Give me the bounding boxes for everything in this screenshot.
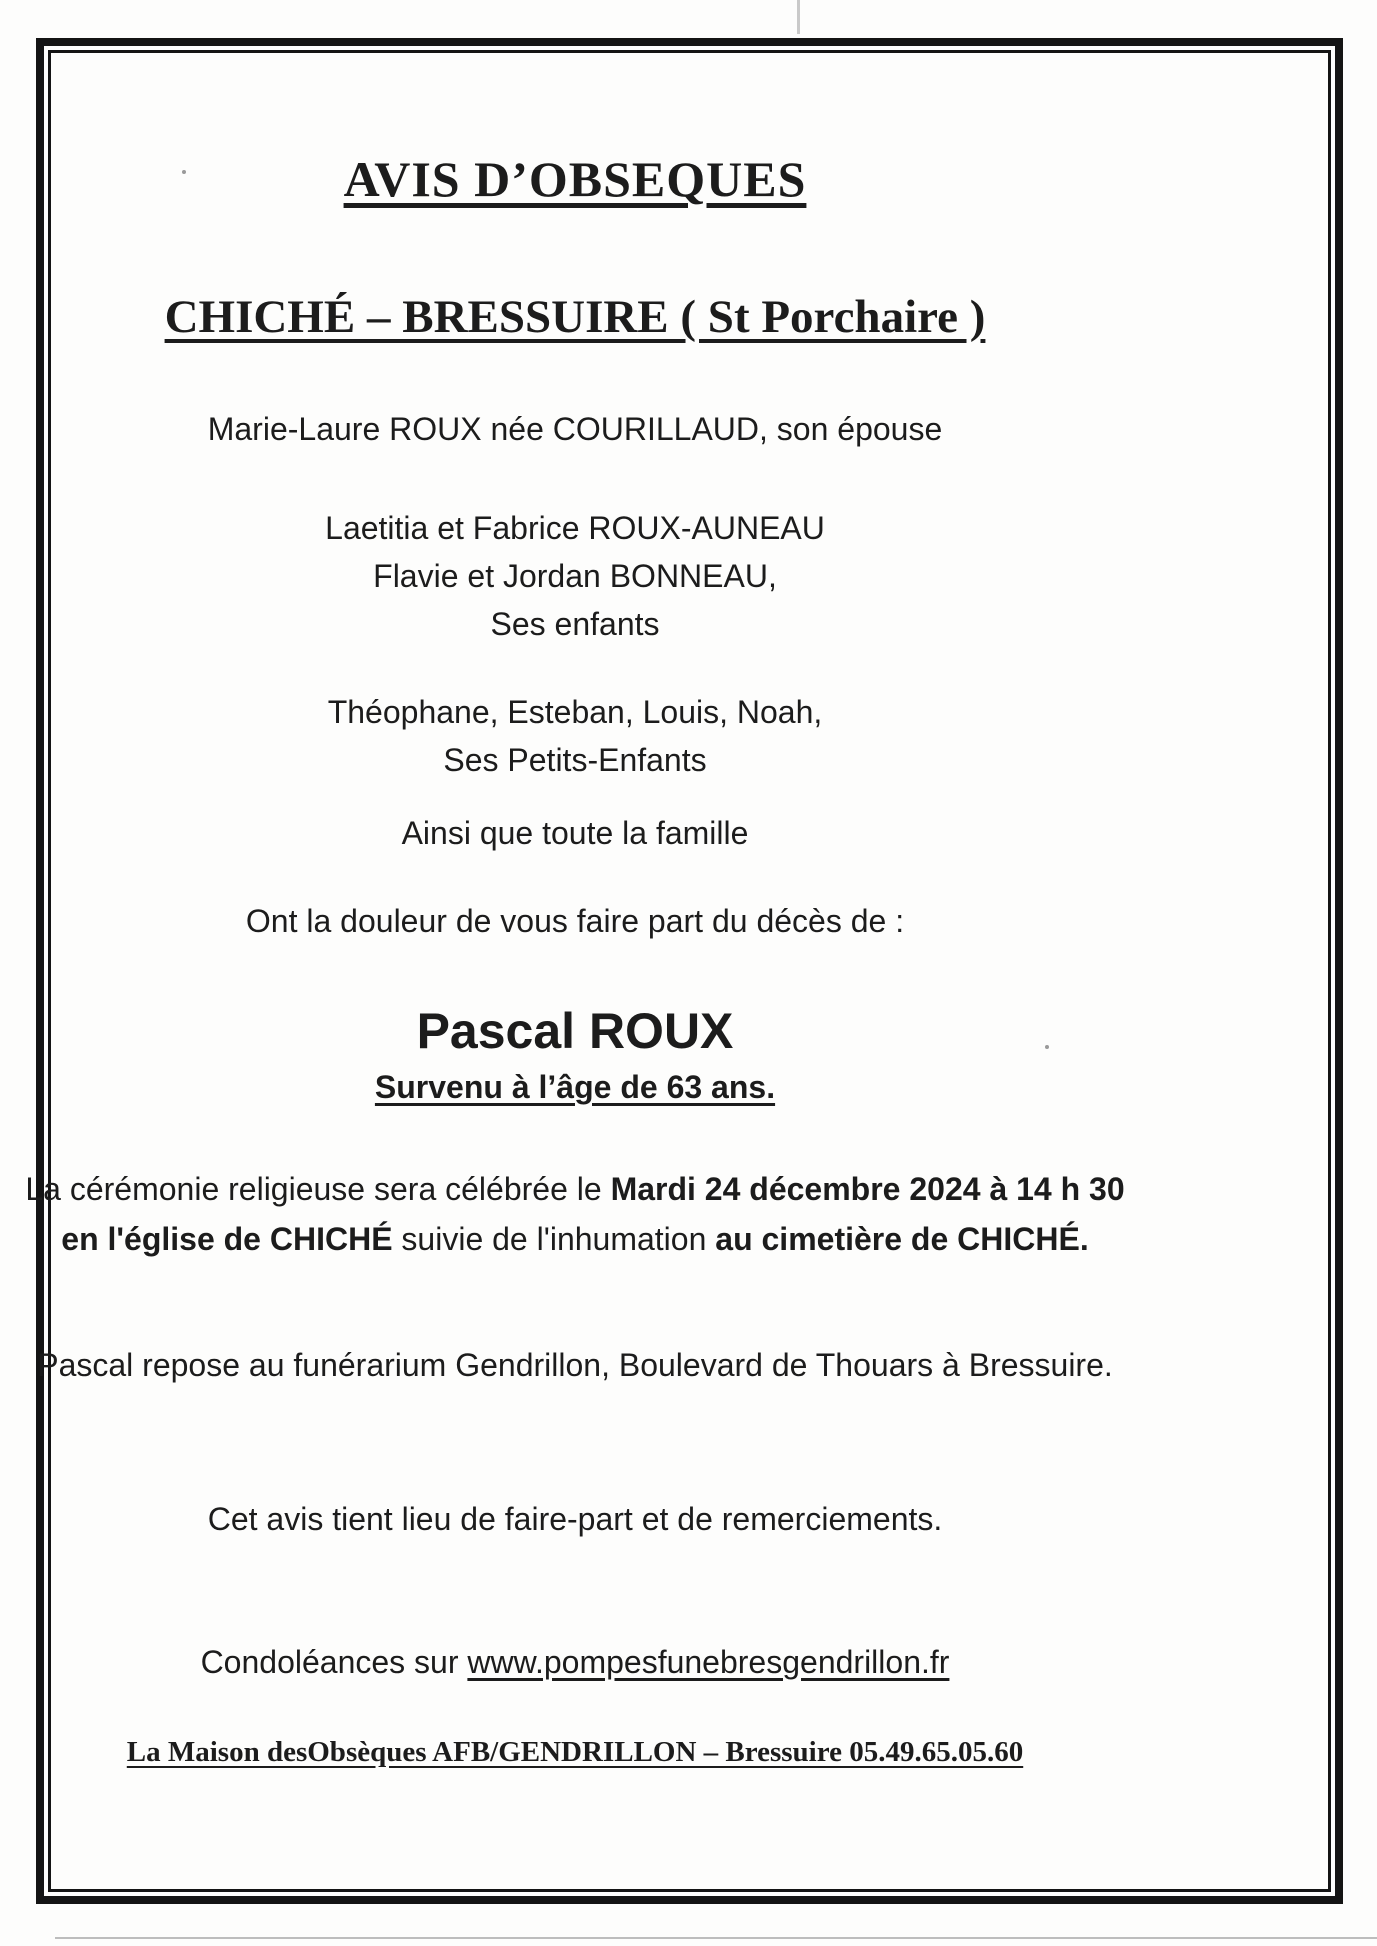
notice-title: AVIS D’OBSEQUES <box>343 151 807 207</box>
condolences-url: www.pompesfunebresgendrillon.fr <box>467 1644 950 1680</box>
scan-edge-line <box>55 1937 1377 1939</box>
children-label: Ses enfants <box>490 606 660 642</box>
repose-line: Pascal repose au funérarium Gendrillon, Boulevard de Thouars à Bressuire. <box>37 1347 1113 1383</box>
ceremony-line-2 <box>0 1214 1165 1264</box>
grandchildren-line: Théophane, Esteban, Louis, Noah, <box>327 694 823 730</box>
age-line: Survenu à l’âge de 63 ans. <box>374 1069 776 1105</box>
notice-content <box>25 50 1125 1770</box>
notice-location-subtitle: CHICHÉ – BRESSUIRE ( St Porchaire ) <box>164 291 986 343</box>
funeral-home-line: La Maison desObsèques AFB/GENDRILLON – Bressuire 05.49.65.05.60 <box>126 1736 1024 1768</box>
ceremony-text: La cérémonie religieuse sera célébrée le <box>25 1171 611 1207</box>
ceremony-church: en l'église de CHICHÉ <box>61 1221 393 1257</box>
condolences-line <box>70 1642 1080 1682</box>
children-block <box>70 504 1080 648</box>
children-line: Laetitia et Fabrice ROUX-AUNEAU <box>325 510 825 546</box>
family-line: Ainsi que toute la famille <box>401 815 749 851</box>
ceremony-text: suivie de l'inhumation <box>392 1221 716 1257</box>
grandchildren-block <box>70 688 1080 784</box>
ceremony-paragraph <box>0 1164 1165 1264</box>
children-line: Flavie et Jordan BONNEAU, <box>373 558 777 594</box>
announcement-line: Ont la douleur de vous faire part du décès de : <box>245 903 905 939</box>
ceremony-line-1 <box>0 1164 1165 1214</box>
ceremony-cemetery: au cimetière de CHICHÉ. <box>715 1221 1089 1257</box>
grandchildren-label: Ses Petits-Enfants <box>443 742 707 778</box>
deceased-name: Pascal ROUX <box>416 1003 734 1059</box>
condolences-prefix: Condoléances sur <box>200 1644 468 1680</box>
scan-fold-line <box>797 0 800 34</box>
spouse-line: Marie-Laure ROUX née COURILLAUD, son épouse <box>207 411 943 447</box>
ceremony-datetime: Mardi 24 décembre 2024 à 14 h 30 <box>610 1171 1125 1207</box>
faire-part-line: Cet avis tient lieu de faire-part et de remerciements. <box>207 1501 943 1537</box>
